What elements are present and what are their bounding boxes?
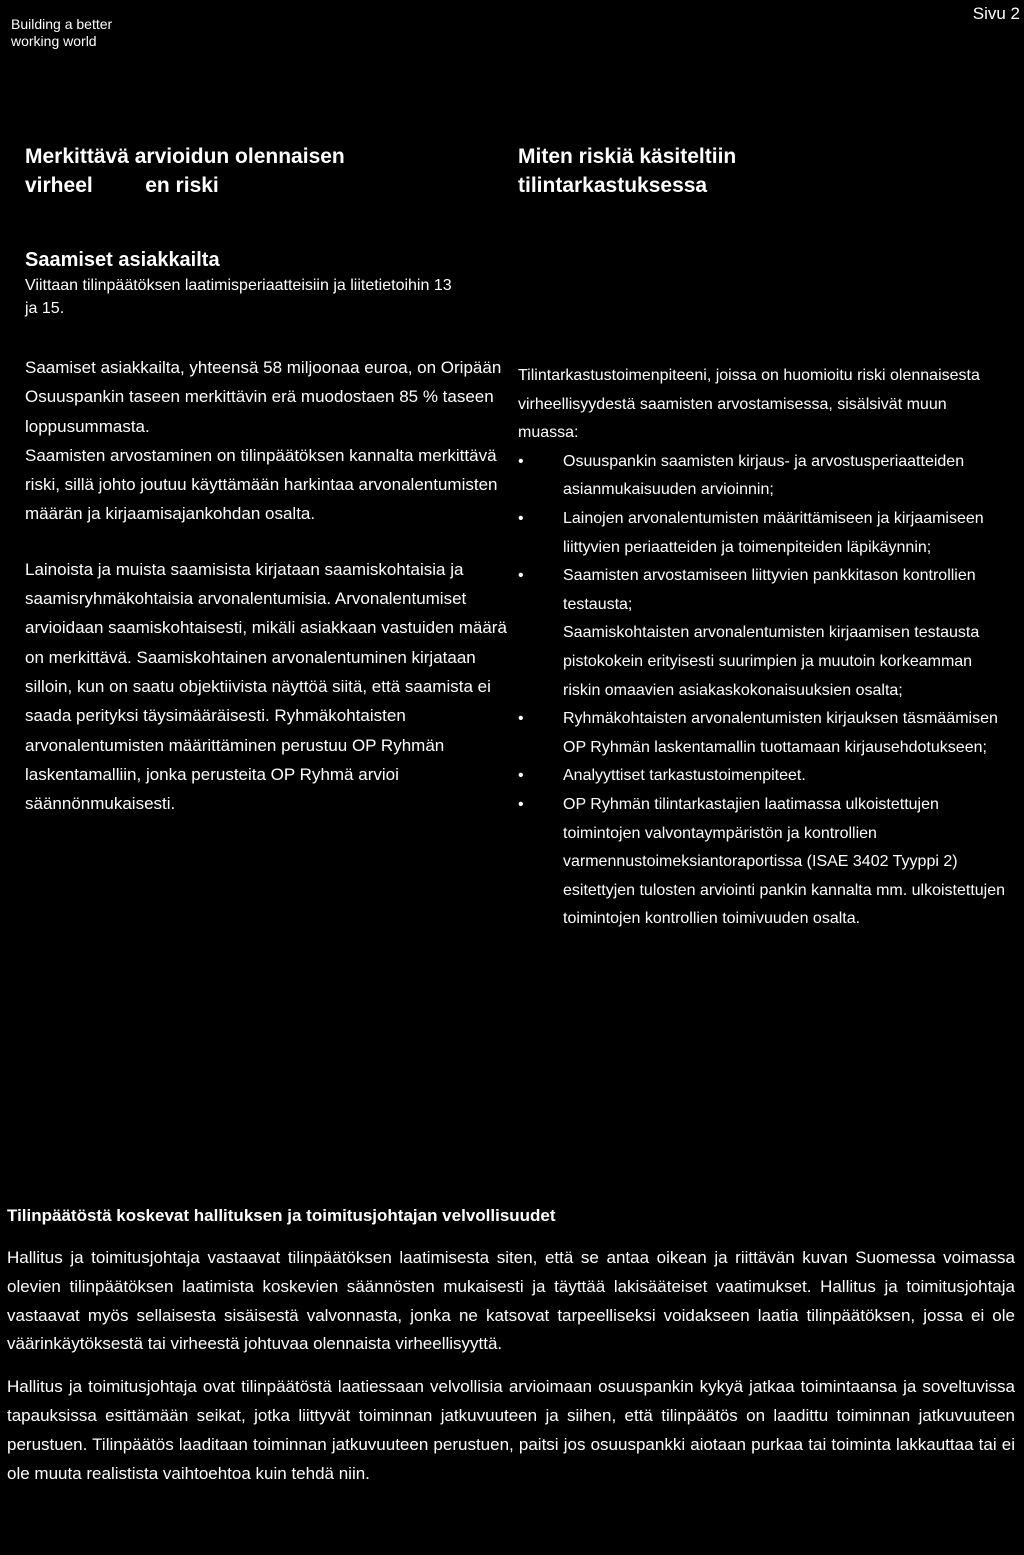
list-item — [518, 505, 1008, 562]
brand-tagline — [11, 16, 112, 50]
list-item-text: Saamisten arvostamiseen liittyvien pankkitason kontrollien testausta; — [563, 567, 976, 613]
risk-column — [25, 142, 510, 818]
bullet-icon: • — [518, 795, 524, 813]
responsibilities-paragraph-1: Hallitus ja toimitusjohtaja vastaavat tilinpäätöksen laatimisesta siten, että se antaa oikean ja riittävän kuvan Suomessa voimassa olevien tilinpäätöksen laatimista koskevien säännösten mukaisesti ja täyttää lakisääteiset vaatimukset. Hallitus ja toimitusjohtaja vastaavat myös sellaisesta sisäisestä valvonnasta, jonka ne katsovat tarpeelliseksi voidakseen laatia tilinpäätöksen, jossa ei ole väärinkäytöksestä tai virheestä johtuvaa olennaista virheellisyyttä. — [7, 1248, 1015, 1354]
list-item — [518, 791, 1008, 934]
risk-heading-line1: Merkittävä arvioidun olennaisen — [25, 145, 345, 168]
list-item — [518, 562, 1008, 619]
list-item-text: Saamiskohtaisten arvonalentumisten kirjaamisen testausta pistokokein erityisesti suurimpien ja muutoin korkeamman riskin omaavien asiakaskokonaisuuksien osalta; — [563, 624, 980, 699]
receivables-paragraph-1: Saamiset asiakkailta, yhteensä 58 miljoonaa euroa, on Oripään Osuuspankin taseen merkittävin erä muodostaen 85 % taseen loppusummasta. — [25, 358, 502, 436]
list-item-text: Ryhmäkohtaisten arvonalentumisten kirjauksen täsmäämisen OP Ryhmän laskentamallin tuottamaan kirjausehdotukseen; — [563, 710, 998, 756]
list-item — [518, 705, 1008, 762]
brand-tagline-line2: working world — [11, 33, 97, 49]
receivables-subheading: Saamiset asiakkailta — [25, 249, 220, 271]
brand-tagline-line1: Building a better — [11, 16, 113, 32]
audit-procedures-list — [518, 448, 1008, 934]
notes-reference: Viittaan tilinpäätöksen laatimisperiaatteisiin ja liitetietoihin 13 ja 15. — [25, 277, 452, 317]
list-item — [518, 619, 1008, 705]
receivables-paragraph-3: Lainoista ja muista saamisista kirjataan saamiskohtaisia ja saamisryhmäkohtaisia arvonalentumisia. Arvonalentumiset arvioidaan saamiskohtaisesti, mikäli asiakkaan vastuiden määrä on merkittävä. Saamiskohtainen arvonalentuminen kirjataan silloin, kun on saatu objektiivista näyttöä siitä, että saamista ei saada perityksi täysimääräisesti. Ryhmäkohtaisten arvonalentumisten määrittäminen perustuu OP Ryhmän laskentamalliin, jonka perusteita OP Ryhmä arvioi säännönmukaisesti. — [25, 559, 507, 814]
list-item-text: Lainojen arvonalentumisten määrittämiseen ja kirjaamiseen liittyvien periaatteiden ja toimenpiteiden läpikäynnin; — [563, 509, 984, 556]
audit-heading-line1: Miten riskiä käsiteltiin — [518, 145, 737, 168]
responsibilities-section — [7, 1206, 1015, 1502]
audit-response-heading — [518, 142, 1008, 200]
responsibilities-heading: Tilinpäätöstä koskevat hallituksen ja toimitusjohtajan velvollisuudet — [7, 1206, 556, 1225]
bullet-icon: • — [518, 509, 524, 527]
audit-heading-line2: tilintarkastuksessa — [518, 174, 708, 197]
list-item-text: OP Ryhmän tilintarkastajien laatimassa ulkoistettujen toimintojen valvontaympäristön ja kontrollien varmennustoimeksiantoraportissa (ISAE 3402 Tyyppi 2) esitettyjen tulosten arviointi pankin kannalta mm. ulkoistettujen toimintojen kontrollien toimivuuden osalta. — [563, 795, 1006, 928]
bullet-icon: • — [518, 452, 524, 470]
list-item — [518, 762, 1008, 791]
bullet-icon: • — [518, 567, 524, 585]
audit-procedures-intro: Tilintarkastustoimenpiteeni, joissa on huomioitu riski olennaisesta virheellisyydestä saamisten arvostamisessa, sisälsivät muun muassa: — [518, 367, 980, 442]
risk-heading-line2: virheel en riski — [25, 174, 219, 197]
list-item — [518, 448, 1008, 505]
page-number: Sivu 2 — [972, 4, 1020, 23]
responsibilities-paragraph-2: Hallitus ja toimitusjohtaja ovat tilinpäätöstä laatiessaan velvollisia arvioimaan osuuspankin kykyä jatkaa toimintaansa ja soveltuvissa tapauksissa esittämään seikat, jotka liittyvät toiminnan jatkuvuuteen ja siihen, että tilinpäätös on laadittu toiminnan jatkuvuuteen perustuen. Tilinpäätös laaditaan toiminnan jatkuvuuteen perustuen, paitsi jos osuuspankki aiotaan purkaa tai toiminta lakkauttaa tai ei ole muuta realistista vaihtoehtoa kuin tehdä niin. — [7, 1377, 1015, 1483]
risk-column-heading — [25, 142, 510, 200]
bullet-icon: • — [518, 710, 524, 728]
list-item-text: Analyyttiset tarkastustoimenpiteet. — [563, 767, 806, 785]
bullet-icon: • — [518, 767, 524, 785]
receivables-paragraph-2: Saamisten arvostaminen on tilinpäätöksen kannalta merkittävä riski, sillä johto joutuu käyttämään harkintaa arvonalentumisten määrän ja kirjaamisajankohdan osalta. — [25, 445, 498, 524]
list-item-text: Osuuspankin saamisten kirjaus- ja arvostusperiaatteiden asianmukaisuuden arvioinnin; — [563, 452, 965, 499]
audit-response-column — [518, 142, 1008, 934]
